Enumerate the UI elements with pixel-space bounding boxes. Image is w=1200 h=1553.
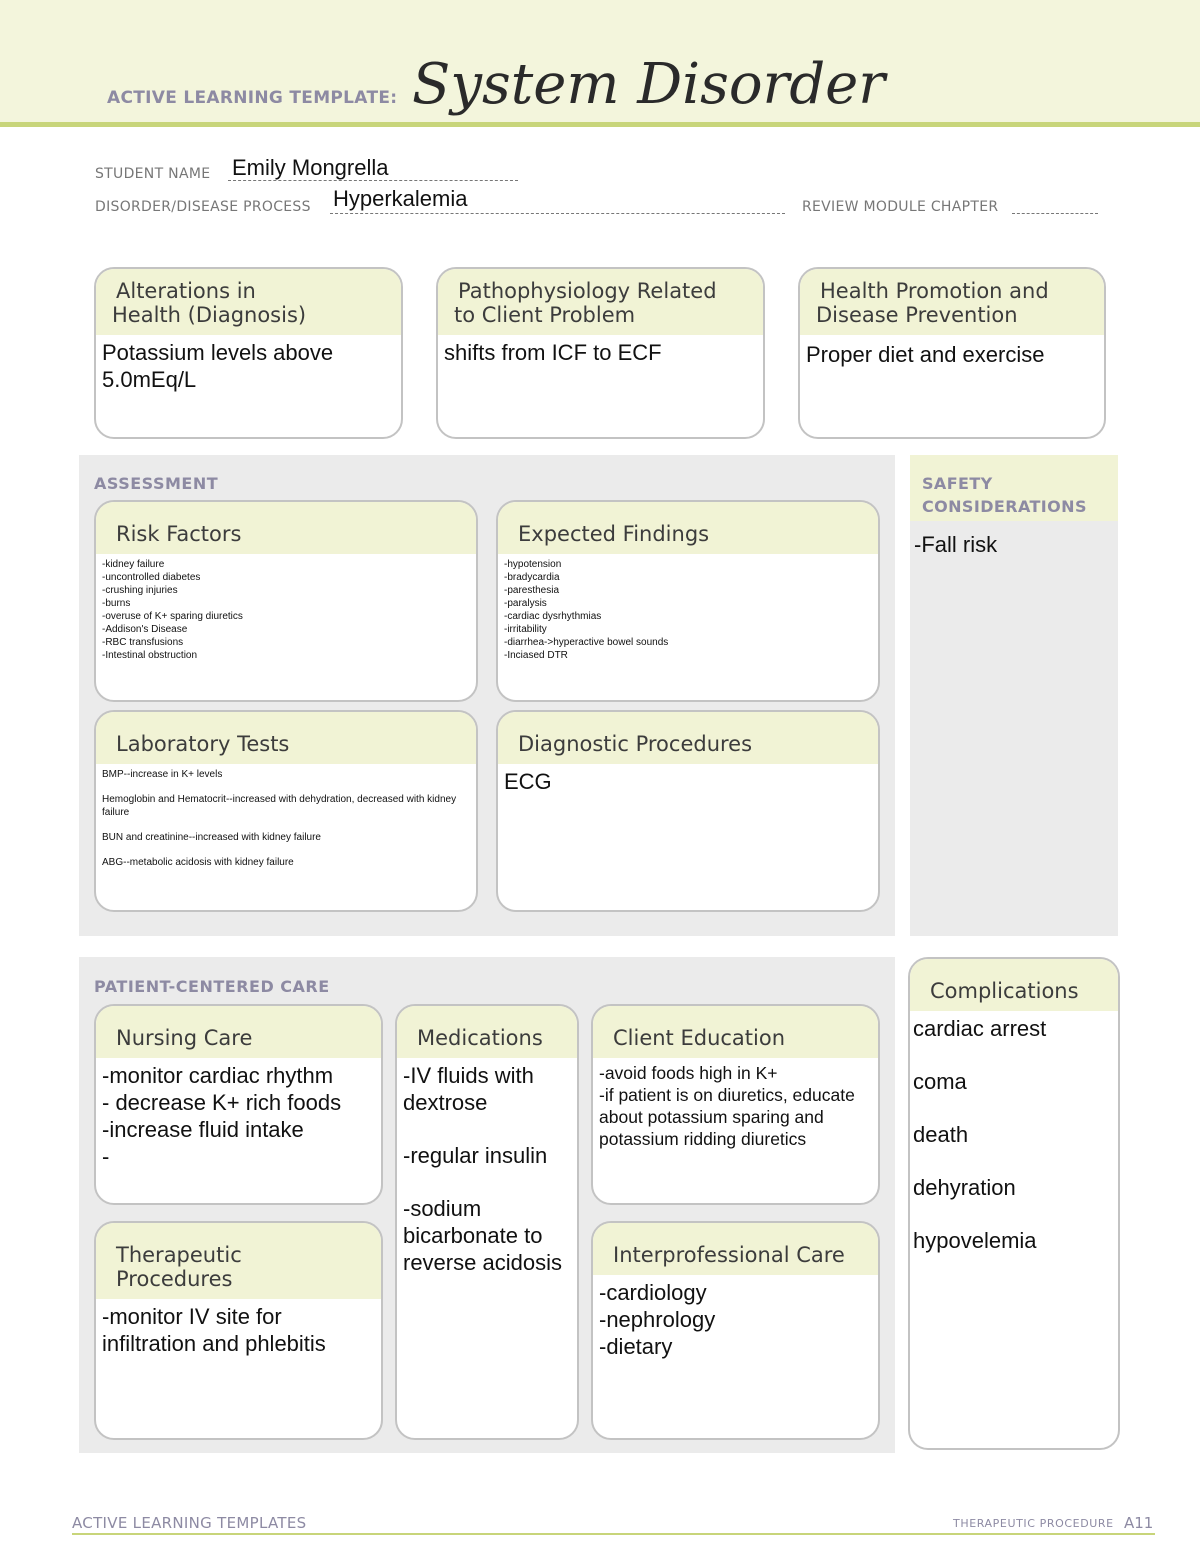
risk-factors-box [94,500,478,702]
complication-item: death [913,1122,969,1147]
diagnostic-procedures-header: Diagnostic Procedures [498,712,878,764]
client-education-item: -avoid foods high in K+ [599,1063,778,1083]
expected-finding-item: -cardiac dysrhythmias [504,611,602,622]
alterations-title-line-2: Health (Diagnosis) [112,303,307,327]
therapeutic-procedures-body[interactable] [96,1299,381,1361]
nursing-care-item: - [102,1144,110,1169]
risk-factor-item: -RBC transfusions [102,637,184,648]
expected-finding-item: -irritability [504,624,547,635]
disorder-line [330,213,785,214]
complications-box [908,957,1120,1450]
header-rule [0,122,1200,127]
complication-item: hypovelemia [913,1228,1037,1253]
complications-header: Complications [910,959,1118,1011]
health-promotion-title-line-1: Health Promotion and [820,279,1049,303]
therapeutic-procedures-header: Therapeutic Procedures [96,1223,381,1299]
risk-factors-list[interactable] [96,554,476,666]
health-promotion-box [798,267,1106,439]
risk-factors-header: Risk Factors [96,502,476,554]
interprofessional-care-list[interactable] [593,1275,878,1364]
therapeutic-procedure-text: -monitor IV site for infiltration and phlebitis [102,1304,326,1356]
risk-factor-item: -Addison's Disease [102,624,188,635]
medications-box [395,1004,579,1440]
disorder-label: DISORDER/DISEASE PROCESS [95,199,311,215]
expected-finding-item: -Inciased DTR [504,650,568,661]
client-education-list[interactable] [593,1058,878,1154]
interprofessional-item: -nephrology [599,1307,716,1332]
safety-text[interactable]: -Fall risk [914,532,998,557]
review-module-field[interactable] [1012,213,1098,214]
lab-test-item: ABG--metabolic acidosis with kidney failure [102,857,294,868]
template-label: ACTIVE LEARNING TEMPLATE: [107,88,398,108]
alterations-header [96,269,401,335]
laboratory-tests-box [94,710,478,912]
expected-finding-item: -bradycardia [504,572,560,583]
risk-factor-item: -Intestinal obstruction [102,650,198,661]
nursing-care-header: Nursing Care [96,1006,381,1058]
alterations-body[interactable] [96,335,401,397]
diagnostic-procedure-text: ECG [504,769,552,794]
review-module-label: REVIEW MODULE CHAPTER [802,199,999,215]
lab-test-item: Hemoglobin and Hematocrit--increased with dehydration, decreased with kidney failure [102,794,457,818]
nursing-care-list[interactable] [96,1058,381,1174]
nursing-care-item: - decrease K+ rich foods [102,1090,342,1115]
expected-findings-box [496,500,880,702]
risk-factor-item: -kidney failure [102,559,165,570]
interprofessional-care-header: Interprofessional Care [593,1223,878,1275]
risk-factor-item: -burns [102,598,131,609]
pathophysiology-box [436,267,765,439]
client-education-header: Client Education [593,1006,878,1058]
complication-item: coma [913,1069,967,1094]
laboratory-tests-header: Laboratory Tests [96,712,476,764]
nursing-care-box [94,1004,383,1205]
client-education-item: -if patient is on diuretics, educate about potassium sparing and potassium ridding diuretics [599,1085,855,1149]
client-education-box [591,1004,880,1205]
safety-title [922,472,1087,518]
health-promotion-header [800,269,1104,335]
expected-finding-item: -hypotension [504,559,562,570]
expected-findings-header: Expected Findings [498,502,878,554]
interprofessional-item: -cardiology [599,1280,707,1305]
footer-right-text: THERAPEUTIC PROCEDURE [953,1517,1114,1530]
alterations-title-line-1: Alterations in [116,279,256,303]
footer-page-number: A11 [1124,1514,1154,1532]
complication-item: dehyration [913,1175,1016,1200]
medications-list[interactable] [397,1058,577,1280]
expected-finding-item: -diarrhea->hyperactive bowel sounds [504,637,669,648]
patient-care-label: PATIENT-CENTERED CARE [94,977,330,996]
student-name-label: STUDENT NAME [95,166,211,182]
alterations-box [94,267,403,439]
student-name-field[interactable]: Emily Mongrella [232,155,389,180]
nursing-care-item: -increase fluid intake [102,1117,304,1142]
risk-factor-item: -uncontrolled diabetes [102,572,201,583]
pathophysiology-header [438,269,763,335]
medications-header: Medications [397,1006,577,1058]
alterations-text-line-2: 5.0mEq/L [102,367,197,392]
interprofessional-care-box [591,1221,880,1440]
therapeutic-procedures-box [94,1221,383,1440]
diagnostic-procedures-box [496,710,880,912]
complications-list[interactable] [910,1011,1118,1258]
expected-findings-list[interactable] [498,554,878,666]
risk-factor-item: -overuse of K+ sparing diuretics [102,611,243,622]
health-promotion-body[interactable] [800,335,1104,372]
pathophysiology-text: shifts from ICF to ECF [444,340,662,365]
health-promotion-text: Proper diet and exercise [806,342,1045,367]
lab-test-item: BUN and creatinine--increased with kidney failure [102,832,321,843]
medication-item: -IV fluids with dextrose [403,1063,534,1115]
lab-test-item: BMP--increase in K+ levels [102,769,223,780]
medication-item: -regular insulin [403,1143,548,1168]
safety-section [910,455,1118,936]
medication-item: -sodium bicarbonate to reverse acidosis [403,1196,562,1275]
template-title: System Disorder [412,52,886,117]
pathophysiology-body[interactable] [438,335,763,370]
pathophysiology-title-line-1: Pathophysiology Related [458,279,717,303]
assessment-label: ASSESSMENT [94,474,219,493]
diagnostic-procedures-body[interactable] [498,764,878,799]
interprofessional-item: -dietary [599,1334,673,1359]
alterations-text-line-1: Potassium levels above [102,340,334,365]
complication-item: cardiac arrest [913,1016,1047,1041]
expected-finding-item: -paralysis [504,598,547,609]
expected-finding-item: -paresthesia [504,585,560,596]
footer-rule [72,1533,1155,1535]
laboratory-tests-list[interactable] [96,764,476,873]
pathophysiology-title-line-2: to Client Problem [454,303,636,327]
health-promotion-title-line-2: Disease Prevention [816,303,1018,327]
nursing-care-item: -monitor cardiac rhythm [102,1063,334,1088]
safety-title-line-1: SAFETY [922,474,993,493]
footer-left-text: ACTIVE LEARNING TEMPLATES [72,1514,307,1532]
disorder-field[interactable]: Hyperkalemia [333,186,468,211]
risk-factor-item: -crushing injuries [102,585,178,596]
safety-title-line-2: CONSIDERATIONS [922,497,1087,516]
